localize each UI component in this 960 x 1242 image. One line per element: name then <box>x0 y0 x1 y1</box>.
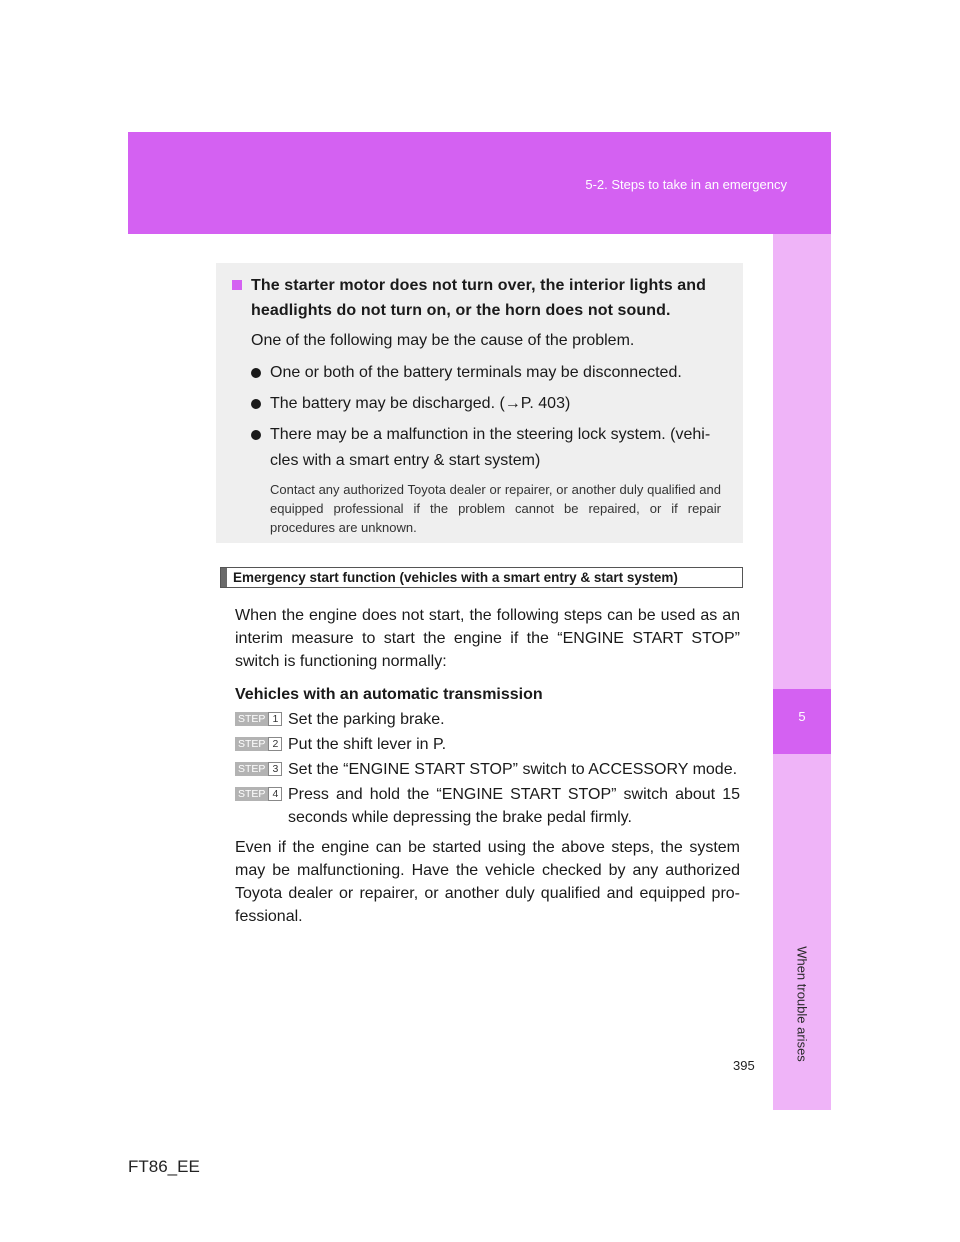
section-heading <box>220 567 743 588</box>
subheading: Vehicles with an automatic transmission <box>235 686 543 703</box>
step-badge <box>235 737 282 751</box>
info-list <box>232 360 721 474</box>
closing-paragraph: Even if the engine can be started using the above steps, the system may be malfunctioning. Have the vehicle checked by any authorized Toyota dealer or repairer, or another duly qualified and equipped pro-fessional. <box>235 839 740 925</box>
info-title-text: The starter motor does not turn over, the interior lights and headlights do not turn on, or the horn does not sound. <box>251 277 707 319</box>
step-badge <box>235 762 282 776</box>
step-text: Set the “ENGINE START STOP” switch to ACCESSORY mode. <box>288 761 738 778</box>
step-item <box>235 783 740 829</box>
step-text: Put the shift lever in P. <box>288 736 447 753</box>
step-item <box>235 758 740 781</box>
info-title <box>232 273 721 323</box>
list-item <box>232 422 721 474</box>
list-item-text: There may be a malfunction in the steering lock system. (vehi-cles with a smart entry & start system) <box>270 426 711 469</box>
step-badge-word: STEP <box>235 737 268 751</box>
document-code: FT86_EE <box>128 1157 200 1176</box>
list-item <box>232 360 721 386</box>
step-item <box>235 708 740 731</box>
section-label: 5-2. Steps to take in an emergency <box>585 177 787 192</box>
heading-marker <box>221 568 227 587</box>
step-badge-number: 2 <box>268 737 282 751</box>
section-heading-text: Emergency start function (vehicles with a smart entry & start system) <box>233 570 678 585</box>
step-list <box>235 708 740 829</box>
dot-bullet-icon <box>251 368 261 378</box>
step-badge-word: STEP <box>235 762 268 776</box>
info-box <box>216 263 743 543</box>
step-badge <box>235 787 282 801</box>
step-text: Set the parking brake. <box>288 711 445 728</box>
step-text: Press and hold the “ENGINE START STOP” switch about 15 seconds while depressing the brake pedal firmly. <box>288 786 740 826</box>
section-intro: When the engine does not start, the following steps can be used as an interim measure to start the engine if the “ENGINE START STOP” switch is functioning normally: <box>235 607 740 670</box>
page-number: 395 <box>733 1058 755 1073</box>
step-item <box>235 733 740 756</box>
step-badge <box>235 712 282 726</box>
body-content <box>235 604 740 928</box>
tab-number: 5 <box>798 709 806 724</box>
step-badge-number: 1 <box>268 712 282 726</box>
step-badge-word: STEP <box>235 712 268 726</box>
dot-bullet-icon <box>251 430 261 440</box>
square-bullet-icon <box>232 280 242 290</box>
info-intro: One of the following may be the cause of the problem. <box>251 332 635 349</box>
info-note: Contact any authorized Toyota dealer or repairer, or another duly qualified and equipped professional if the problem cannot be repaired, or if repair procedures are unknown. <box>270 482 721 535</box>
list-item <box>232 391 721 417</box>
step-badge-number: 4 <box>268 787 282 801</box>
list-item-text: One or both of the battery terminals may be disconnected. <box>270 364 682 381</box>
step-badge-word: STEP <box>235 787 268 801</box>
dot-bullet-icon <box>251 399 261 409</box>
header-band <box>128 132 831 234</box>
step-badge-number: 3 <box>268 762 282 776</box>
side-tab <box>773 234 831 1110</box>
tab-label: When trouble arises <box>794 946 810 1062</box>
tab-number-block <box>773 689 831 754</box>
list-item-text: The battery may be discharged. (→P. 403) <box>270 395 571 412</box>
